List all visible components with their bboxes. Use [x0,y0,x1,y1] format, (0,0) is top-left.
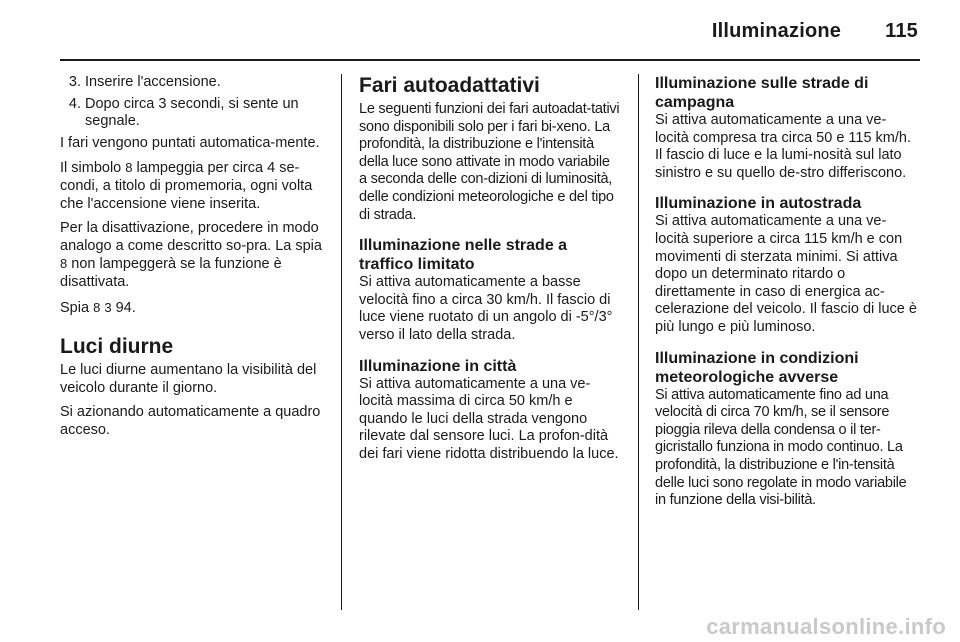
page-reference-link[interactable]: 94. [115,299,136,316]
list-item: 4. Dopo circa 3 secondi, si sente un segnale. [85,96,322,131]
paragraph: I fari vengono puntati automatica-mente. [60,134,320,151]
heading-traffico-limitato: Illuminazione nelle strade a traffico limitato [359,237,568,274]
headlight-level-icon: 8 [125,160,133,176]
header-rule [60,59,920,61]
steps-list [60,74,322,131]
headlight-level-icon: 8 [93,299,101,315]
column-middle [359,74,621,471]
paragraph: Si attiva automaticamente fino ad una velocità di circa 70 km/h, se il sensore pioggia rileva della condensa o il ter-gicristallo funziona in modo continuo. La profondità, la distribuzione e l'in-tensità delle luci sono regolate in modo variabile in funzione della visi-bilità. [655,386,907,509]
column-left [60,74,322,447]
heading-citta: Illuminazione in città [359,357,517,375]
column-right [655,74,917,517]
paragraph: Si azionando automaticamente a quadro acceso. [60,404,321,438]
paragraph: Si attiva automaticamente a una ve-locità massima di circa 50 km/h e quando le luci della strada vengono rilevate dal sensore luci. La profon-dità dei fari viene ridotta distribuendo la luce. [359,375,619,462]
paragraph: Per la disattivazione, procedere in modo analogo a come descritto so-pra. La spia 8 non lampeggerà se la funzione è disattivata. [60,220,322,290]
heading-meteo-avverse: Illuminazione in condizioni meteorologiche avverse [655,349,859,386]
section-title: Illuminazione [711,20,842,42]
list-item: 3. Inserire l'accensione. [85,74,322,92]
page-header [712,20,918,43]
paragraph: Le luci diurne aumentano la visibilità del veicolo durante il giorno. [60,362,317,396]
page-number: 115 [885,20,918,42]
paragraph: Le seguenti funzioni dei fari autoadat-tativi sono disponibili solo per i fari bi-xeno. La profondità, la distribuzione e l'intensità della luce sono attivate in modo variabile a seconda delle con-dizioni di luminosità, delle condizioni meteorologiche e del tipo di strada. [359,101,620,223]
heading-campagna: Illuminazione sulle strade di campagna [655,75,869,111]
heading-fari-autoadattativi: Fari autoadattativi [359,74,540,97]
paragraph: Il simbolo 8 lampeggia per circa 4 se-condi, a titolo di promemoria, ogni volta che l'accensione viene inserita. [60,160,313,212]
column-divider [638,74,639,610]
heading-autostrada: Illuminazione in autostrada [655,195,862,213]
heading-luci-diurne: Luci diurne [60,335,174,359]
paragraph: Si attiva automaticamente a una ve-locità superiore a circa 115 km/h e con movimenti di sterzata minimi. Si attiva dopo un determinato ritardo o direttamente in caso di energica ac-celerazione del veicolo. Il fascio di luce è più lungo e più luminoso. [655,213,917,335]
paragraph: Spia 8 3 94. [60,299,136,316]
page-reference-icon: 3 [104,299,112,315]
paragraph: Si attiva automaticamente a una ve-locità compresa tra circa 50 e 115 km/h. Il fascio di luce e la lumi-nosità sul lato sinistro e su quello de-stro differiscono. [655,112,912,181]
column-divider [341,74,342,610]
watermark: carmanualsonline.info [706,614,946,639]
paragraph: Si attiva automaticamente a basse velocità fino a circa 30 km/h. Il fascio di luce viene ruotato di un angolo di -5°/3° verso il lato della strada. [359,274,613,343]
headlight-level-icon: 8 [60,256,68,272]
